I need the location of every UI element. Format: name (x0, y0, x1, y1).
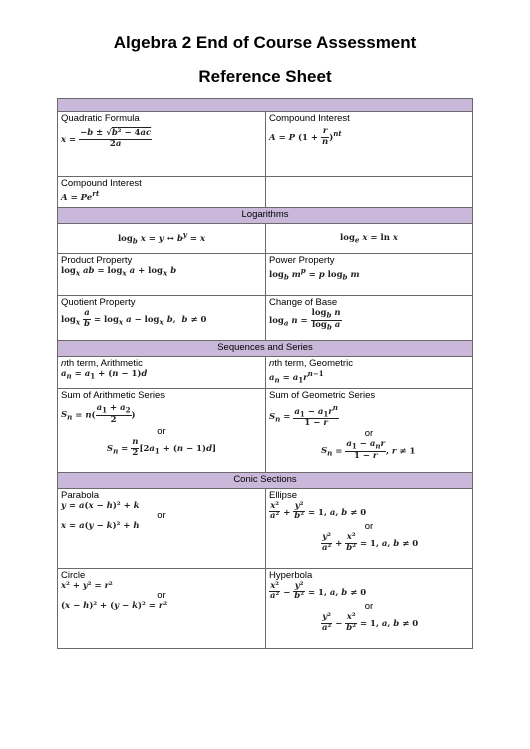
circle-label: Circle (61, 569, 86, 581)
nth-term-geometric-label: nth term, Geometric (269, 357, 353, 369)
quadratic-formula: x = $\frac{\text{−b ± √b² − 4ac}}{2a}$ (61, 127, 152, 149)
or-text: or (157, 426, 166, 438)
circle-formula-2: (x − h)² + (y − k)² = r² (61, 601, 168, 612)
reference-table (57, 98, 473, 649)
parabola-formula-1: y = a(x − h)² + k (61, 500, 140, 511)
quotient-property-cell (58, 295, 266, 340)
geometric-series-label: Sum of Geometric Series (269, 389, 376, 401)
natural-log-cell (266, 223, 473, 253)
quotient-property-formula: $\log_x$ $\frac{a}{b}$ = $\log_x a - \log_x b$, b ≠ 0 (61, 307, 207, 329)
product-property-formula: $\log_x$ ab = $\log_x a + \log_x b$ (61, 265, 177, 278)
or-text: or (364, 601, 374, 613)
nth-term-arithmetic-label: nth term, Arithmetic (61, 357, 143, 369)
or-text: or (157, 590, 166, 602)
ellipse-formula-2: $\frac{\text{y²}}{\text{a²}}$ + $\frac{\text{x²}}{\text{b²}}$ = 1, a, b ≠ 0 (322, 532, 419, 553)
arithmetic-series-cell (58, 388, 266, 472)
log-definition-formula: $\log_b x = y$ ↔ $b^y = x$ (117, 230, 206, 246)
compound-interest-label: Compound Interest (269, 113, 350, 124)
product-property-cell (58, 253, 266, 295)
ellipse-cell (266, 488, 473, 568)
change-of-base-label: Change of Base (269, 296, 338, 308)
circle-formula-1: x² + y² = r² (61, 580, 113, 591)
arithmetic-series-formula-1: $S_n = n$( $\frac{a_1 + a_2}{2}$ ) (61, 402, 136, 425)
hyperbola-label: Hyperbola (269, 569, 313, 581)
geometric-series-formula-1: $S_n$ = $\frac{a_1 - a_1r^n}{1 - r}$ (269, 402, 338, 429)
continuous-interest-formula: $A = Pe^{rt}$ (61, 188, 100, 203)
or-text: or (364, 521, 374, 533)
change-of-base-formula: $\log_a n$ = $\frac{\log_b n}{\log_b a}$ (269, 307, 341, 332)
geometric-series-formula-2: $S_n$ = $\frac{a_1 - a_nr}{1 - r}$ , r ≠ 1 (321, 439, 416, 461)
natural-log-formula: $\log_e x = \ln x$ (340, 232, 398, 245)
top-header-bar (58, 99, 473, 112)
nth-term-geometric-formula: $a_n = a_1r^{n-1}$ (269, 368, 324, 385)
compound-interest-formula: A = P (1 + $\frac{r}{n}$ )$^{nt}$ (269, 125, 342, 147)
power-property-cell (266, 253, 473, 295)
or-text: or (157, 510, 166, 522)
hyperbola-cell (266, 568, 473, 648)
page-subtitle: Reference Sheet (198, 67, 332, 86)
nth-term-geometric-cell (266, 356, 473, 388)
quotient-property-label: Quotient Property (61, 296, 136, 308)
geometric-series-cell (266, 388, 473, 472)
hyperbola-formula-2: $\frac{\text{y²}}{\text{a²}}$ − $\frac{\text{x²}}{\text{b²}}$ = 1, a, b ≠ 0 (322, 612, 419, 633)
power-property-label: Power Property (269, 254, 335, 266)
circle-cell (58, 568, 266, 648)
hyperbola-formula-1: $\frac{\text{x²}}{\text{a²}}$ − $\frac{\text{y²}}{\text{b²}}$ = 1, a, b ≠ 0 (270, 580, 367, 602)
product-property-label: Product Property (61, 254, 133, 266)
arithmetic-series-label: Sum of Arithmetic Series (61, 389, 166, 401)
quadratic-formula-cell (58, 112, 266, 177)
parabola-cell (58, 488, 266, 568)
conic-sections-header: Conic Sections (58, 472, 473, 488)
ellipse-label: Ellipse (269, 489, 297, 501)
nth-term-arithmetic-cell (58, 356, 266, 388)
continuous-interest-cell (58, 177, 266, 208)
arithmetic-series-formula-2: $S_n$ = $\frac{n}{2}$ $[2a_1 + (n - 1)d]$ (106, 437, 217, 459)
parabola-label: Parabola (61, 489, 100, 501)
nth-term-arithmetic-formula: $a_n = a_1 + (n - 1)d$ (61, 368, 148, 381)
log-definition-cell (58, 223, 266, 253)
power-property-formula: $\log_b m^p = p$ $\log_b m$ (269, 265, 360, 282)
compound-interest-cell (266, 112, 473, 177)
quadratic-formula-label: Quadratic Formula (61, 113, 140, 124)
parabola-formula-2: x = a(y − k)² + h (61, 521, 140, 532)
or-text: or (364, 428, 374, 440)
ellipse-formula-1: $\frac{\text{x²}}{\text{a²}}$ + $\frac{\text{y²}}{\text{b²}}$ = 1, a, b ≠ 0 (270, 500, 367, 522)
logarithms-header: Logarithms (58, 208, 473, 224)
sequences-header: Sequences and Series (58, 340, 473, 356)
page-title: Algebra 2 End of Course Assessment (113, 33, 417, 52)
empty-cell (266, 177, 473, 208)
change-of-base-cell (266, 295, 473, 340)
continuous-interest-label: Compound Interest (61, 178, 142, 189)
